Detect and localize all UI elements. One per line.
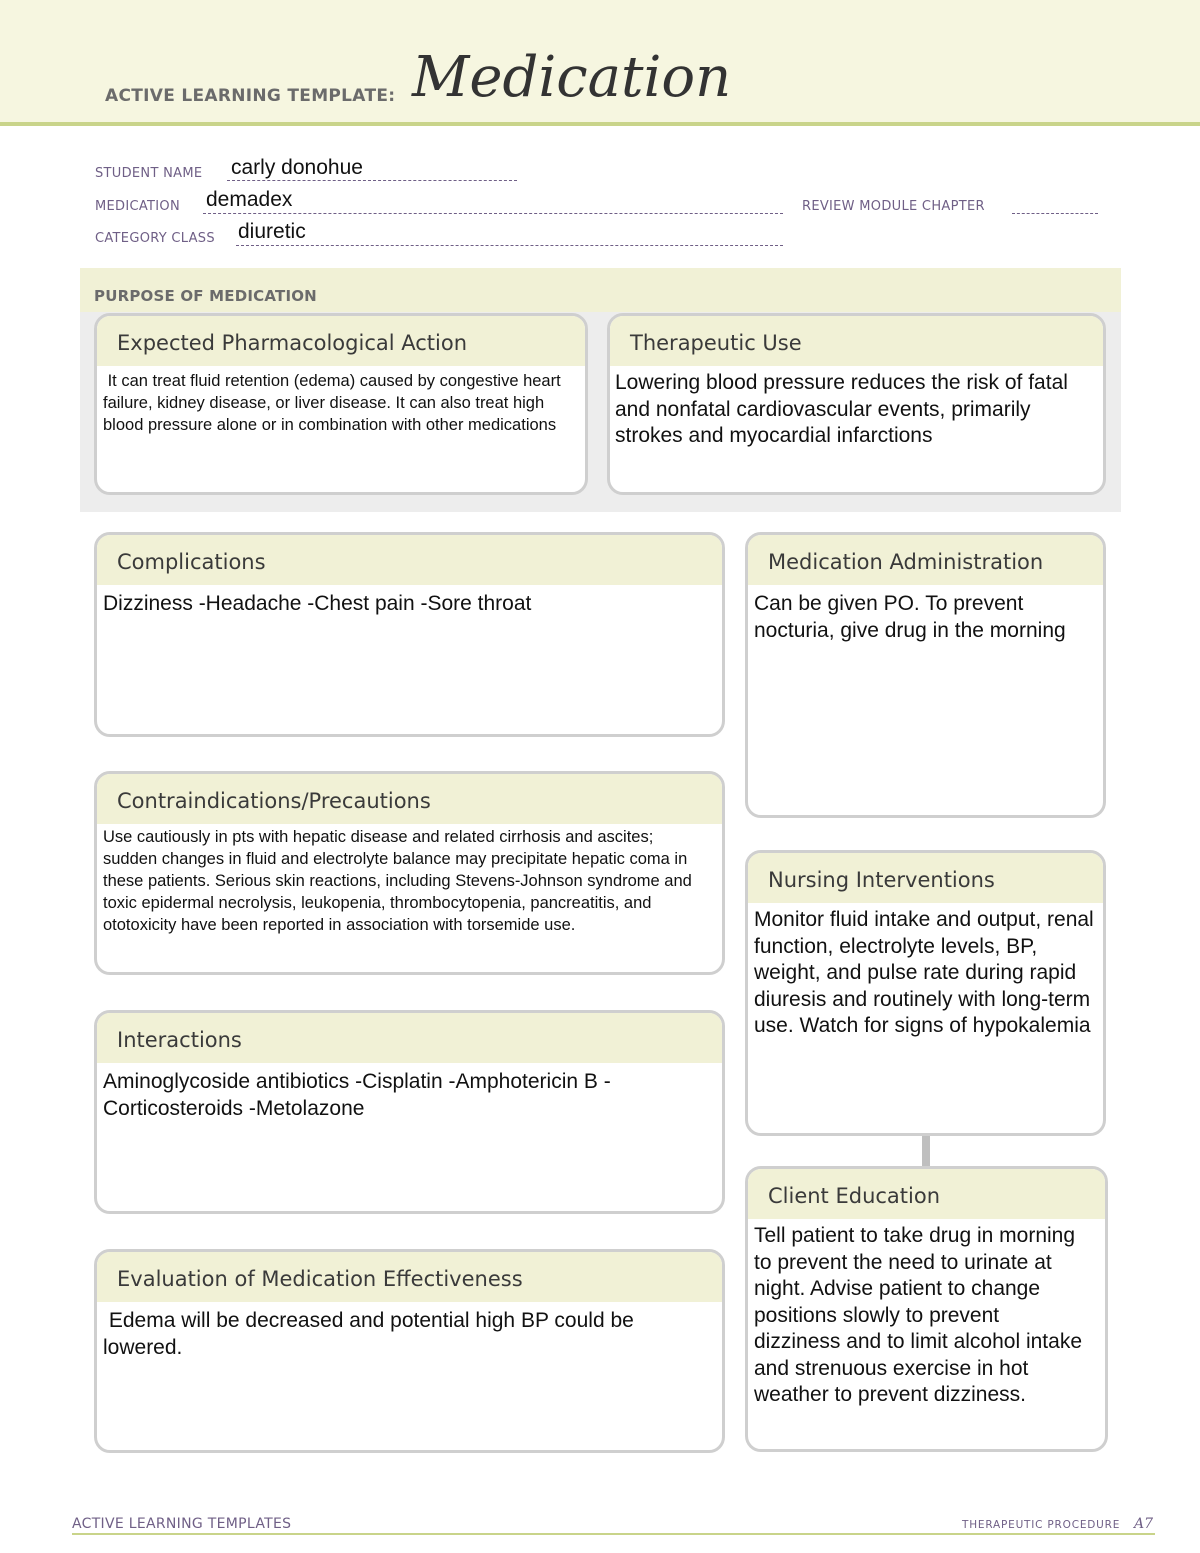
category-class-label: CATEGORY CLASS	[95, 231, 215, 246]
page-title: Medication	[412, 45, 732, 110]
client-education-box	[745, 1166, 1108, 1452]
therapeutic-use-text[interactable]: Lowering blood pressure reduces the risk of fatal and nonfatal cardiovascular events, primarily strokes and myocardial infarctions	[615, 371, 1068, 447]
template-label: ACTIVE LEARNING TEMPLATE:	[105, 86, 396, 106]
evaluation-text[interactable]: Edema will be decreased and potential high BP could be lowered.	[103, 1309, 640, 1359]
complications-box	[94, 532, 725, 737]
expected-action-title: Expected Pharmacological Action	[117, 331, 468, 355]
evaluation-box	[94, 1249, 725, 1453]
medication-label: MEDICATION	[95, 199, 180, 214]
medication-field[interactable]: demadex	[206, 188, 293, 211]
interactions-title: Interactions	[117, 1028, 242, 1052]
contraindications-title: Contraindications/Precautions	[117, 789, 431, 813]
review-module-field[interactable]	[1012, 213, 1098, 214]
contraindications-box	[94, 771, 725, 975]
contraindications-text[interactable]: Use cautiously in pts with hepatic disease and related cirrhosis and ascites; sudden changes in fluid and electrolyte balance may precipitate hepatic coma in these patients. Serious skin reactions, including Stevens-Johnson syndrome and toxic epidermal necrolysis, leukopenia, thrombocytopenia, pancreatitis, and ototoxicity have been reported in association with torsemide use.	[103, 828, 692, 934]
therapeutic-use-box	[607, 313, 1106, 495]
client-education-text[interactable]: Tell patient to take drug in morning to prevent the need to urinate at night. Advise patient to change positions slowly to prevent dizziness and to limit alcohol intake and strenuous exercise in hot weather to prevent dizziness.	[754, 1224, 1083, 1406]
medication-administration-box	[745, 532, 1106, 818]
complications-text[interactable]: Dizziness -Headache -Chest pain -Sore throat	[103, 592, 532, 615]
medication-line	[203, 213, 783, 214]
evaluation-title: Evaluation of Medication Effectiveness	[117, 1267, 523, 1291]
category-class-line	[236, 245, 783, 246]
page-number: A7	[1134, 1516, 1154, 1532]
nursing-interventions-text[interactable]: Monitor fluid intake and output, renal function, electrolyte levels, BP, weight, and pulse rate during rapid diuresis and routinely with long-term use. Watch for signs of hypokalemia	[754, 908, 1094, 1037]
interactions-box	[94, 1010, 725, 1214]
connector-line	[922, 1136, 930, 1166]
footer-right: THERAPEUTIC PROCEDURE	[962, 1519, 1121, 1531]
nursing-interventions-box	[745, 850, 1106, 1136]
student-name-label: STUDENT NAME	[95, 166, 203, 181]
complications-title: Complications	[117, 550, 266, 574]
review-module-label: REVIEW MODULE CHAPTER	[802, 199, 985, 214]
footer-left: ACTIVE LEARNING TEMPLATES	[72, 1516, 292, 1532]
footer-rule	[72, 1533, 1155, 1535]
category-class-field[interactable]: diuretic	[238, 220, 306, 243]
purpose-label: PURPOSE OF MEDICATION	[94, 287, 317, 305]
header-rule	[0, 122, 1200, 126]
interactions-text[interactable]: Aminoglycoside antibiotics -Cisplatin -Amphotericin B -Corticosteroids -Metolazone	[103, 1070, 611, 1120]
student-name-field[interactable]: carly donohue	[231, 156, 363, 179]
medication-administration-title: Medication Administration	[768, 550, 1044, 574]
therapeutic-use-title: Therapeutic Use	[630, 331, 802, 355]
expected-action-text[interactable]: It can treat fluid retention (edema) caused by congestive heart failure, kidney disease, or liver disease. It can also treat high blood pressure alone or in combination with other medications	[103, 372, 566, 434]
client-education-title: Client Education	[768, 1184, 941, 1208]
student-name-line	[227, 180, 517, 181]
nursing-interventions-title: Nursing Interventions	[768, 868, 995, 892]
expected-action-box	[94, 313, 588, 495]
medication-administration-text[interactable]: Can be given PO. To prevent nocturia, give drug in the morning	[754, 592, 1066, 642]
